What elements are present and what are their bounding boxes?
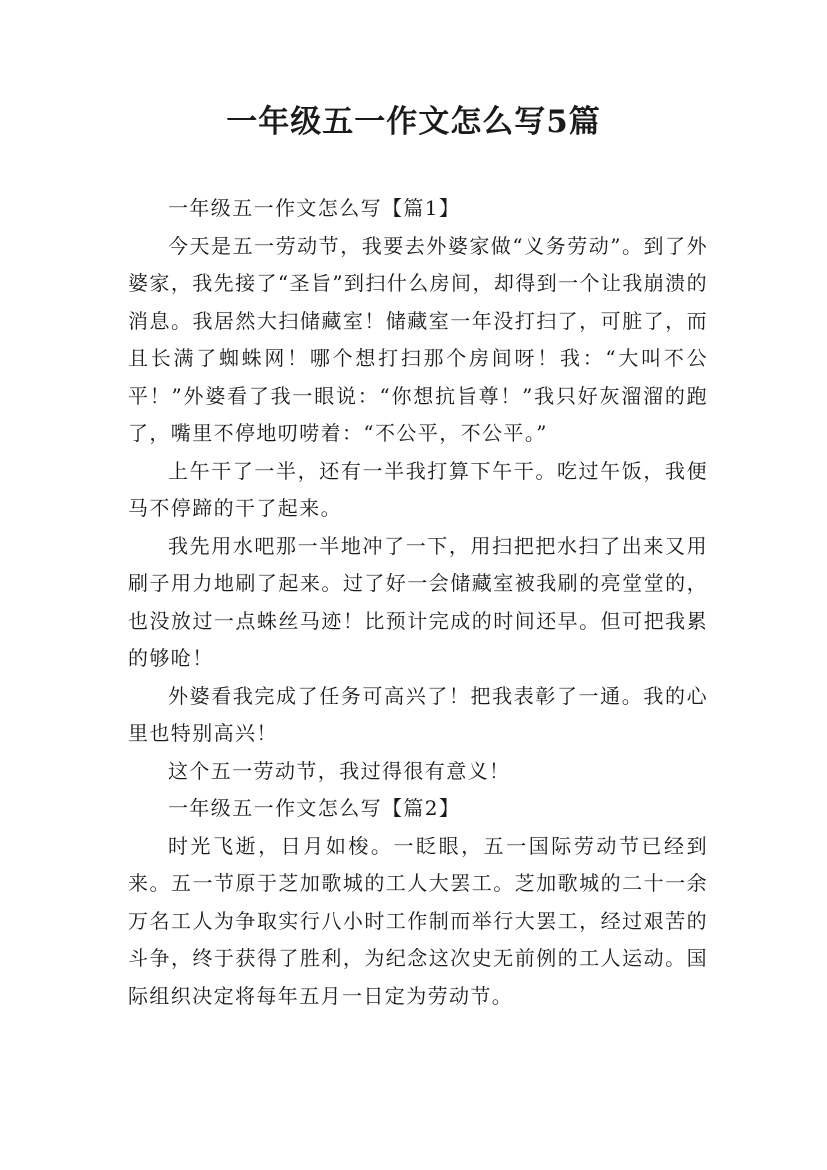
- section-heading-2: 一年级五一作文怎么写【篇2】: [168, 796, 461, 820]
- paragraph: 我先用水吧那一半地冲了一下，用扫把把水扫了出来又用刷子用力地刷了起来。过了好一会储藏室被我刷的亮堂堂的，也没放过一点蛛丝马迹！比预计完成的时间还早。但可把我累的够呛！: [128, 533, 708, 670]
- document-title: 一年级五一作文怎么写5篇: [226, 104, 601, 140]
- document-body: [128, 190, 708, 1015]
- paragraph: 时光飞逝，日月如梭。一眨眼，五一国际劳动节已经到来。五一节原于芝加歌城的工人大罢工。芝加歌城的二十一余万名工人为争取实行八小时工作制而举行大罢工，经过艰苦的斗争，终于获得了胜利，为纪念这次史无前例的工人运动。国际组织决定将每年五月一日定为劳动节。: [128, 833, 708, 1008]
- paragraph: 上午干了一半，还有一半我打算下午干。吃过午饭，我便马不停蹄的干了起来。: [128, 458, 708, 520]
- section-heading-1: 一年级五一作文怎么写【篇1】: [168, 196, 461, 220]
- paragraph: 这个五一劳动节，我过得很有意义！: [168, 758, 511, 783]
- paragraph: 今天是五一劳动节，我要去外婆家做“义务劳动”。到了外婆家，我先接了“圣旨”到扫什么房间，却得到一个让我崩溃的消息。我居然大扫储藏室！储藏室一年没打扫了，可脏了，而且长满了蜘蛛网！哪个想打扫那个房间呀！我：“大叫不公平！”外婆看了我一眼说：“你想抗旨尊！”我只好灰溜溜的跑了，嘴里不停地叨唠着：“不公平，不公平。”: [128, 233, 708, 445]
- paragraph: 外婆看我完成了任务可高兴了！把我表彰了一通。我的心里也特别高兴！: [128, 683, 708, 745]
